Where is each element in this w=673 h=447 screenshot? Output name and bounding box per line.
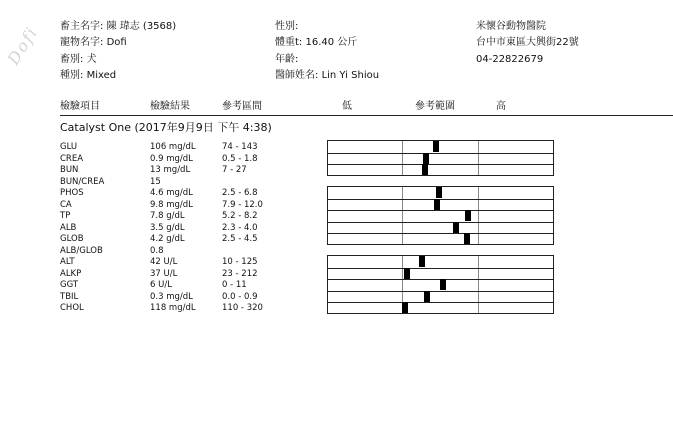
test-range: 2.3 - 4.0 — [222, 222, 258, 233]
result-marker — [436, 187, 442, 198]
test-name: CA — [60, 199, 72, 210]
test-range: 7 - 27 — [222, 165, 247, 175]
graph-row-separator — [328, 268, 553, 269]
result-marker — [422, 164, 428, 175]
test-range: 0.0 - 0.9 — [222, 291, 258, 302]
range-boundary-line — [402, 141, 403, 175]
range-graph-box — [327, 186, 554, 245]
header-test: 檢驗項目 — [60, 101, 100, 112]
result-marker — [434, 199, 440, 210]
result-marker — [419, 256, 425, 267]
result-marker — [453, 222, 459, 233]
test-name: ALT — [60, 257, 75, 267]
test-name: TP — [60, 211, 71, 221]
table-header — [60, 101, 673, 113]
test-result: 6 U/L — [150, 280, 172, 290]
header-high: 高 — [496, 101, 506, 112]
age-line — [275, 54, 298, 66]
test-range: 110 - 320 — [222, 303, 263, 313]
graph-row-separator — [328, 164, 553, 165]
header-ref: 參考範圍 — [415, 101, 455, 112]
result-marker — [433, 141, 439, 152]
breed-line — [60, 70, 116, 82]
graph-row-separator — [328, 199, 553, 200]
test-result: 118 mg/dL — [150, 303, 196, 313]
weight-value: 16.40 公斤 — [305, 37, 358, 48]
owner-line — [60, 21, 176, 33]
species-value: 犬 — [86, 54, 97, 65]
test-name: BUN — [60, 165, 79, 175]
test-result: 7.8 g/dL — [150, 211, 185, 221]
result-marker — [402, 302, 408, 313]
test-name: GLOB — [60, 234, 84, 244]
range-graph-box — [327, 140, 554, 176]
test-result: 0.9 mg/dL — [150, 153, 193, 164]
species-line — [60, 54, 97, 66]
graph-row-separator — [328, 222, 553, 223]
pet-label: 寵物名字: — [60, 37, 104, 48]
test-range: 23 - 212 — [222, 268, 258, 279]
result-marker — [440, 279, 446, 290]
test-result: 106 mg/dL — [150, 142, 196, 152]
breed-value: Mixed — [86, 70, 117, 81]
range-graph-box — [327, 255, 554, 314]
test-name: CHOL — [60, 303, 84, 313]
test-name: PHOS — [60, 188, 84, 198]
test-range: 0.5 - 1.8 — [222, 153, 258, 164]
test-result: 4.2 g/dL — [150, 234, 185, 244]
test-result: 9.8 mg/dL — [150, 199, 193, 210]
graph-row-separator — [328, 291, 553, 292]
test-name: BUN/CREA — [60, 176, 105, 187]
test-range: 5.2 - 8.2 — [222, 211, 258, 221]
breed-label: 種別: — [60, 70, 84, 81]
test-name: GLU — [60, 142, 78, 152]
test-result: 15 — [150, 176, 161, 187]
header-rule — [60, 115, 673, 116]
graph-row-separator — [328, 302, 553, 303]
test-name: ALKP — [60, 268, 82, 279]
watermark-text: Dofi — [3, 22, 42, 69]
range-boundary-line — [478, 256, 479, 313]
vet-label: 醫師姓名: — [275, 70, 319, 81]
result-marker — [404, 268, 410, 279]
test-range: 7.9 - 12.0 — [222, 199, 263, 210]
sex-line — [275, 21, 298, 33]
result-marker — [423, 153, 429, 164]
graph-row-separator — [328, 210, 553, 211]
test-result: 0.3 mg/dL — [150, 291, 193, 302]
test-result: 37 U/L — [150, 268, 178, 279]
result-marker — [465, 210, 471, 221]
test-result: 3.5 g/dL — [150, 222, 185, 233]
sex-label: 性別: — [275, 21, 299, 32]
weight-label: 體重t: — [275, 37, 303, 48]
header-range: 參考區間 — [222, 101, 262, 112]
weight-line — [275, 37, 357, 49]
test-name: ALB/GLOB — [60, 245, 103, 256]
pet-value: Dofi — [106, 37, 127, 48]
test-range: 10 - 125 — [222, 257, 258, 267]
test-name: TBIL — [60, 291, 79, 302]
result-marker — [464, 233, 470, 244]
age-label: 年齡: — [275, 54, 299, 65]
test-name: ALB — [60, 222, 77, 233]
range-boundary-line — [478, 187, 479, 244]
pet-line — [60, 37, 127, 49]
result-marker — [424, 291, 430, 302]
clinic-name: 米懷谷動物醫院 — [476, 21, 546, 32]
owner-label: 畜主名字: — [60, 21, 104, 32]
test-name: GGT — [60, 280, 79, 290]
range-boundary-line — [402, 187, 403, 244]
test-result: 42 U/L — [150, 257, 178, 267]
section-title: Catalyst One (2017年9月9日 下午 4:38) — [60, 121, 272, 134]
clinic-phone: 04-22822679 — [476, 54, 544, 65]
graph-row-separator — [328, 153, 553, 154]
test-range: 2.5 - 4.5 — [222, 234, 258, 244]
header-result: 檢驗結果 — [150, 101, 190, 112]
test-range: 0 - 11 — [222, 280, 247, 290]
test-name: CREA — [60, 153, 84, 164]
test-range: 2.5 - 6.8 — [222, 188, 258, 198]
species-label: 畜別: — [60, 54, 84, 65]
range-boundary-line — [478, 141, 479, 175]
vet-value: Lin Yi Shiou — [321, 70, 380, 81]
graph-row-separator — [328, 233, 553, 234]
test-result: 0.8 — [150, 245, 164, 256]
owner-value: 陳 瑋志 (3568) — [106, 21, 177, 32]
test-range: 74 - 143 — [222, 142, 258, 152]
clinic-address: 台中市東區大興街22號 — [476, 37, 579, 48]
header-low: 低 — [342, 101, 352, 112]
vet-line — [275, 70, 379, 82]
test-result: 13 mg/dL — [150, 165, 191, 175]
test-result: 4.6 mg/dL — [150, 188, 193, 198]
